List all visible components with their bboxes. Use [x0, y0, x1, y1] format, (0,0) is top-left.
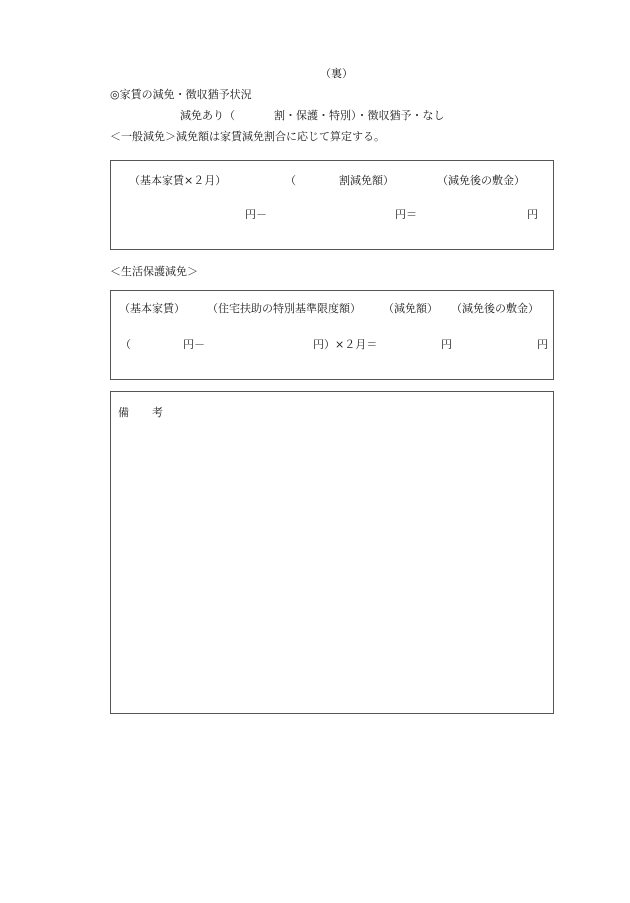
general-base-rent-header: （基本家賃×２月） [129, 174, 227, 187]
welfare-value-minus: 円－ [183, 338, 205, 351]
welfare-exemption-box [110, 290, 554, 380]
general-exemption-box [110, 160, 554, 250]
remarks-label-char-1: 備 [118, 406, 129, 419]
welfare-exemption-heading: ＜生活保護減免＞ [110, 265, 198, 278]
general-value-3: 円 [527, 208, 538, 221]
exemption-option-suffix: 割・保護・特別）・徴収猶予・なし [274, 109, 445, 122]
remarks-box [110, 391, 554, 714]
welfare-value-yen-2: 円 [537, 338, 548, 351]
remarks-label-char-2: 考 [152, 406, 163, 419]
welfare-value-yen-1: 円 [441, 338, 452, 351]
general-exemption-amount-header: 割減免額） [339, 174, 394, 187]
general-exemption-note: ＜一般減免＞減免額は家賃減免割合に応じて算定する。 [110, 130, 385, 143]
welfare-base-rent-header: （基本家賃） [119, 302, 185, 315]
general-value-2: 円＝ [395, 208, 417, 221]
welfare-amount-header: （減免額） [383, 302, 438, 315]
page-side-label: （裏） [320, 67, 353, 80]
status-title: ◎家賃の減免・徴収猶予状況 [110, 88, 252, 101]
welfare-open-paren: （ [120, 338, 131, 351]
welfare-value-multiply: 円）×２月＝ [313, 338, 378, 351]
general-value-1: 円－ [245, 208, 267, 221]
welfare-limit-header: （住宅扶助の特別基準限度額） [207, 302, 361, 315]
general-deposit-header: （減免後の敷金） [437, 174, 525, 187]
welfare-deposit-header: （減免後の敷金） [451, 302, 539, 315]
general-open-paren: （ [285, 174, 296, 187]
exemption-option-prefix: 減免あり（ [180, 109, 235, 122]
